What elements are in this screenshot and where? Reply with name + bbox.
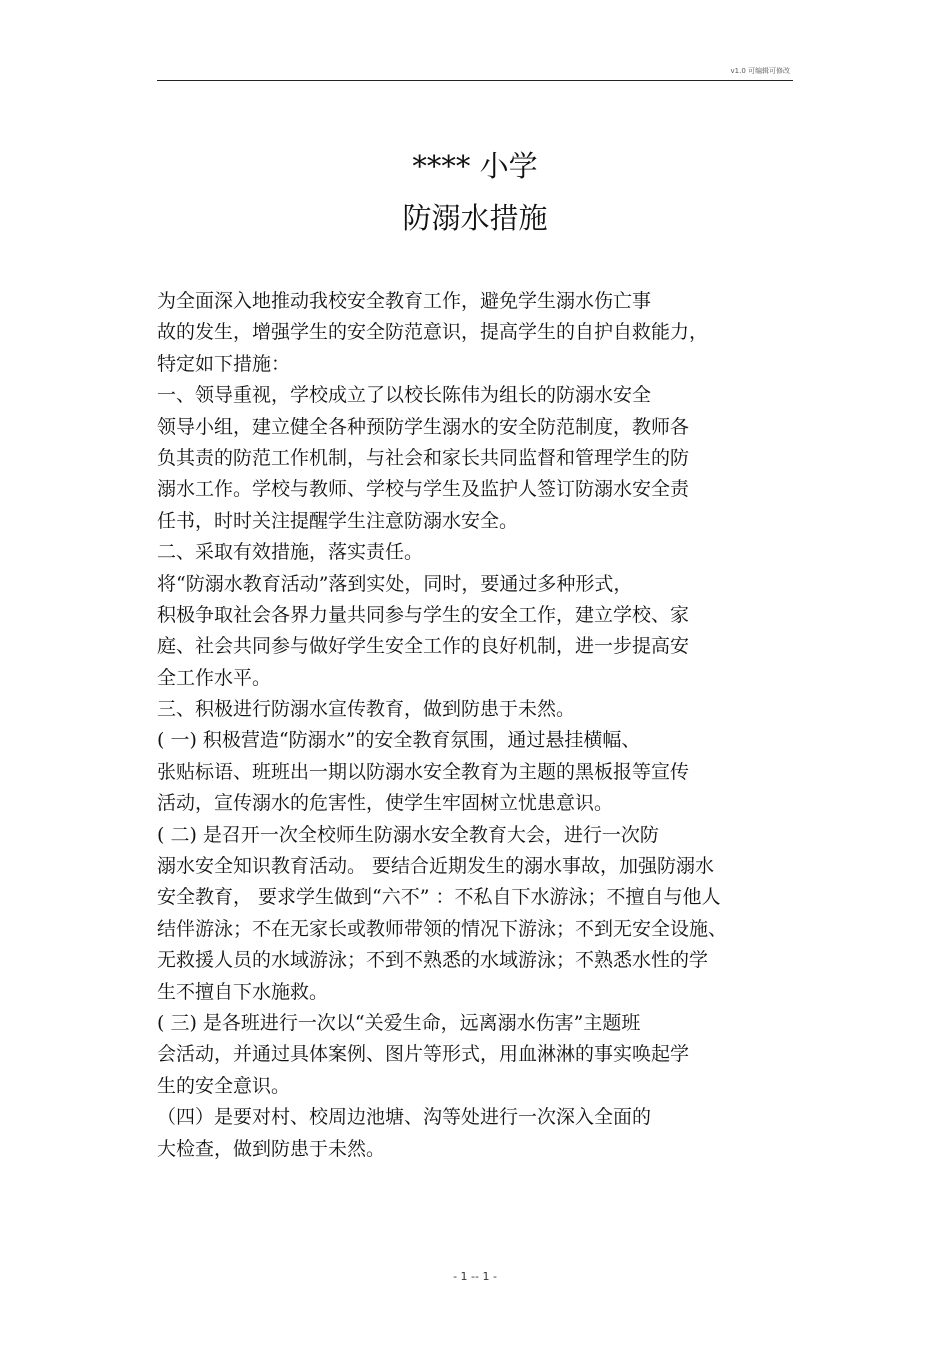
body-line: 全工作水平。 bbox=[157, 666, 272, 689]
version-note: v1.0 可编辑可修改 bbox=[730, 67, 790, 75]
body-line: 活动，宣传溺水的危害性，使学生牢固树立忧患意识。 bbox=[157, 792, 614, 815]
body-line: 无救援人员的水域游泳；不到不熟悉的水域游泳；不熟悉水性的学 bbox=[157, 949, 709, 972]
body-line: 故的发生，增强学生的安全防范意识，提高学生的自护自救能力， bbox=[157, 321, 709, 344]
header-rule bbox=[157, 80, 793, 81]
body-line: 负其责的防范工作机制，与社会和家长共同监督和管理学生的防 bbox=[157, 446, 690, 469]
body-line: 张贴标语、班班出一期以防溺水安全教育为主题的黑板报等宣传 bbox=[157, 760, 690, 783]
body-line: 积极争取社会各界力量共同参与学生的安全工作，建立学校、家 bbox=[157, 603, 690, 626]
body-line: （四）是要对村、校周边池塘、沟等处进行一次深入全面的 bbox=[157, 1106, 652, 1129]
body-line: 会活动，并通过具体案例、图片等形式，用血淋淋的事实唤起学 bbox=[157, 1043, 690, 1066]
body-line: 二、采取有效措施，落实责任。 bbox=[157, 541, 424, 564]
body-line: 溺水安全知识教育活动。 要结合近期发生的溺水事故，加强防溺水 bbox=[157, 855, 715, 878]
document-title bbox=[0, 140, 950, 244]
body-line: 结伴游泳；不在无家长或教师带领的情况下游泳；不到无安全设施、 bbox=[157, 917, 728, 940]
body-line: 一、领导重视，学校成立了以校长陈伟为组长的防溺水安全 bbox=[157, 384, 652, 407]
body-line: 三、积极进行防溺水宣传教育，做到防患于未然。 bbox=[157, 698, 576, 721]
body-line: 为全面深入地推动我校安全教育工作，避免学生溺水伤亡事 bbox=[157, 290, 652, 312]
body-line: ( 二) 是召开一次全校师生防溺水安全教育大会，进行一次防 bbox=[157, 823, 659, 846]
document-heading: 防溺水措施 bbox=[402, 201, 548, 235]
body-line: 安全教育， 要求学生做到“六不” ：不私自下水游泳；不擅自与他人 bbox=[157, 886, 721, 909]
body-line: 溺水工作。学校与教师、学校与学生及监护人签订防溺水安全责 bbox=[157, 478, 690, 501]
page-number: - 1 -- 1 - bbox=[453, 1270, 497, 1283]
body-line: 生的安全意识。 bbox=[157, 1074, 291, 1097]
body-line: 生不擅自下水施救。 bbox=[157, 980, 329, 1003]
school-name-heading: **** 小学 bbox=[412, 149, 538, 183]
body-line: 任书，时时关注提醒学生注意防溺水安全。 bbox=[157, 509, 519, 532]
body-line: ( 三) 是各班进行一次以“关爱生命，远离溺水伤害”主题班 bbox=[157, 1011, 641, 1034]
body-line: 大检查，做到防患于未然。 bbox=[157, 1137, 386, 1160]
body-line: 特定如下措施： bbox=[157, 352, 291, 375]
body-line: 将“防溺水教育活动”落到实处，同时，要通过多种形式， bbox=[157, 572, 633, 595]
body-line: ( 一) 积极营造“防溺水”的安全教育氛围，通过悬挂横幅、 bbox=[157, 729, 641, 752]
body-line: 庭、社会共同参与做好学生安全工作的良好机制，进一步提高安 bbox=[157, 635, 690, 658]
body-line: 领导小组，建立健全各种预防学生溺水的安全防范制度，教师各 bbox=[157, 415, 690, 438]
document-body bbox=[157, 286, 777, 1165]
